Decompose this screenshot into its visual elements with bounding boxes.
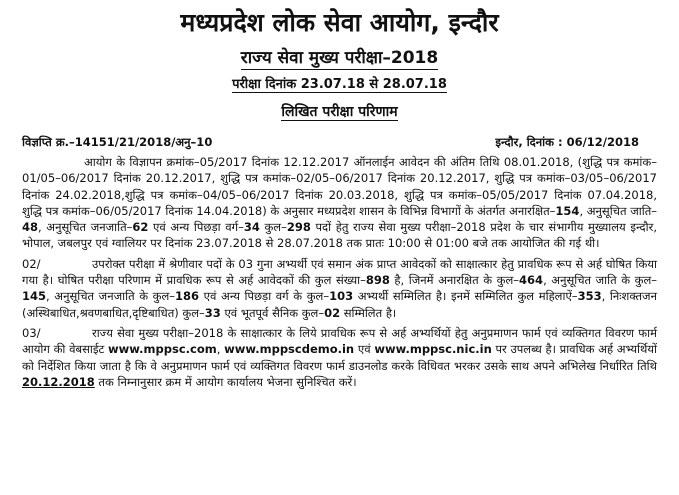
p3-text-5: तक निम्नानुसार क्रम में आयोग कार्यालय भेजना सुनिश्चित करें।: [94, 374, 357, 389]
p2-st: 186: [175, 289, 200, 304]
p1-total-posts: 298: [286, 220, 311, 235]
paragraph-1: [22, 154, 657, 252]
website-link-mppscdemo[interactable]: www.mppscdemo.in: [224, 342, 355, 357]
p3-text-4: पर उपलब्ध है। प्रावधिक अर्ह अभ्यर्थियों को निर्देशित किया जाता है कि वे अनुप्रमाणन फार्म एवं व्यक्तिगत विवरण फार्म डाउनलोड करके विधिवत भरकर उसके साथ अपने अभिलेख निर्धारित तिथि: [22, 342, 658, 373]
p3-text-2: ,: [216, 342, 225, 357]
result-heading: [22, 101, 657, 122]
p1-text-4: एवं अन्य पिछड़ा वर्ग–: [148, 220, 244, 235]
p1-unreserved-posts: 154: [555, 203, 580, 218]
p1-text-6: पदों हेतु राज्य सेवा मुख्य परीक्षा–2018 प्रदेश के चार संभागीय मुख्यालय इन्दौर, भोपाल, जबलपुर एवं ग्वालियर पर दिनांक 23.07.2018 से 28.07.2018 तक प्रातः 10:00 से 01:00 बजे तक आयोजित की गई थी।: [22, 220, 657, 251]
p2-ex-servicemen: 02: [324, 305, 341, 320]
p1-text-1: आयोग के विज्ञापन क्रमांक–05/2017 दिनांक 12.12.2017 ऑनलाईन आवेदन की अंतिम तिथि 08.01.2018, (शुद्धि पत्र कमांक–01/05–06/2017 दिनांक 20.12.2017, शुद्धि पत्र कमांक–02/05–06/2017 दिनांक 20.12.2017, शुद्धि पत्र कमांक–03/05–06/2017 दिनांक 24.02.2018,शुद्धि पत्र कमांक–04/05–06/2017 दिनांक 20.03.2018, शुद्धि पत्र कमांक–05/05/2017 दिनांक 07.04.2018, शुद्धि पत्र कमांक–06/05/2017 दिनांक 14.04.2018) के अनुसार मध्यप्रदेश शासन के विभिन्न विभागों के अंतर्गत अनारक्षित–: [22, 155, 657, 218]
p1-sc-posts: 48: [22, 220, 39, 235]
p2-text-2: है, जिनमें अनारक्षित के कुल–: [389, 273, 520, 288]
p2-number: 02/: [22, 256, 41, 271]
p2-obc: 103: [329, 289, 354, 304]
exam-name-heading: [22, 48, 657, 68]
p2-unreserved: 464: [519, 273, 544, 288]
result-title: लिखित परीक्षा परिणाम: [281, 104, 398, 120]
submission-deadline: 20.12.2018: [22, 374, 95, 389]
website-link-mppsc-com[interactable]: www.mppsc.com: [108, 342, 217, 357]
website-link-mppsc-nic[interactable]: www.mppsc.nic.in: [374, 342, 492, 357]
paragraph-2: [22, 256, 657, 321]
exam-name: राज्य सेवा मुख्य परीक्षा–2018: [240, 48, 439, 68]
commission-title: मध्यप्रदेश लोक सेवा आयोग, इन्दौर: [180, 8, 499, 37]
p2-text-6: अभ्यर्थी सम्मिलित है। इनमें सम्मिलित कुल महिलाऐं–: [353, 289, 578, 304]
p3-number: 03/: [22, 325, 41, 340]
p2-text-7: , निःशक्तजन (अस्थिबाधित,श्रवणबाधित,दृष्टिबाधित) कुल–: [22, 289, 657, 320]
notice-place-date: इन्दौर, दिनांक : 06/12/2018: [495, 135, 639, 149]
p1-text-2: , अनुसूचित जाति–: [579, 203, 658, 218]
p1-text-5: कुल–: [259, 220, 287, 235]
p2-text-5: एवं अन्य पिछड़ा वर्ग के कुल–: [199, 289, 330, 304]
p2-disabled: 33: [204, 305, 221, 320]
p1-text-3: , अनुसूचित जनजाति–: [38, 220, 133, 235]
p2-sc: 145: [22, 289, 47, 304]
p2-text-8: एवं भूतपूर्व सैनिक कुल–: [220, 305, 325, 320]
p2-text-1: उपरोक्त परीक्षा में श्रेणीवार पदों के 03 गुना अभ्यर्थी एवं समान अंक प्राप्त आवेदकों को साक्षात्कार हेतु प्रावधिक रूप से अर्ह घोषित किया गया है। घोषित परीक्षा परिणाम में प्रावधिक रूप से अर्ह आवेदकों की कुल संख्या–: [22, 256, 657, 288]
reference-line: [22, 134, 657, 150]
p2-women: 353: [577, 289, 602, 304]
p2-text-9: सम्मिलित है।: [340, 305, 397, 320]
p1-st-posts: 62: [132, 220, 149, 235]
notice-number: विज्ञप्ति क्र.–14151/21/2018/अनु–10: [22, 135, 213, 149]
p2-text-4: , अनुसूचित जनजाति के कुल–: [46, 289, 176, 304]
exam-dates: परीक्षा दिनांक 23.07.18 से 28.07.18: [232, 77, 447, 92]
p3-text-1: राज्य सेवा मुख्य परीक्षा–2018 के साक्षात्कार के लिये प्रावधिक रूप से अर्ह अभ्यर्थियों हेतु अनुप्रमाणन फार्म एवं व्यक्तिगत विवरण फार्म आयोग की वेबसाईट: [22, 325, 657, 357]
p3-text-3: एवं: [354, 342, 375, 357]
paragraph-3: [22, 325, 657, 390]
p2-total-qualified: 898: [365, 273, 390, 288]
p1-obc-posts: 34: [243, 220, 260, 235]
exam-dates-heading: [22, 74, 657, 93]
p2-text-3: , अनुसूचित जाति के कुल–: [543, 273, 657, 288]
